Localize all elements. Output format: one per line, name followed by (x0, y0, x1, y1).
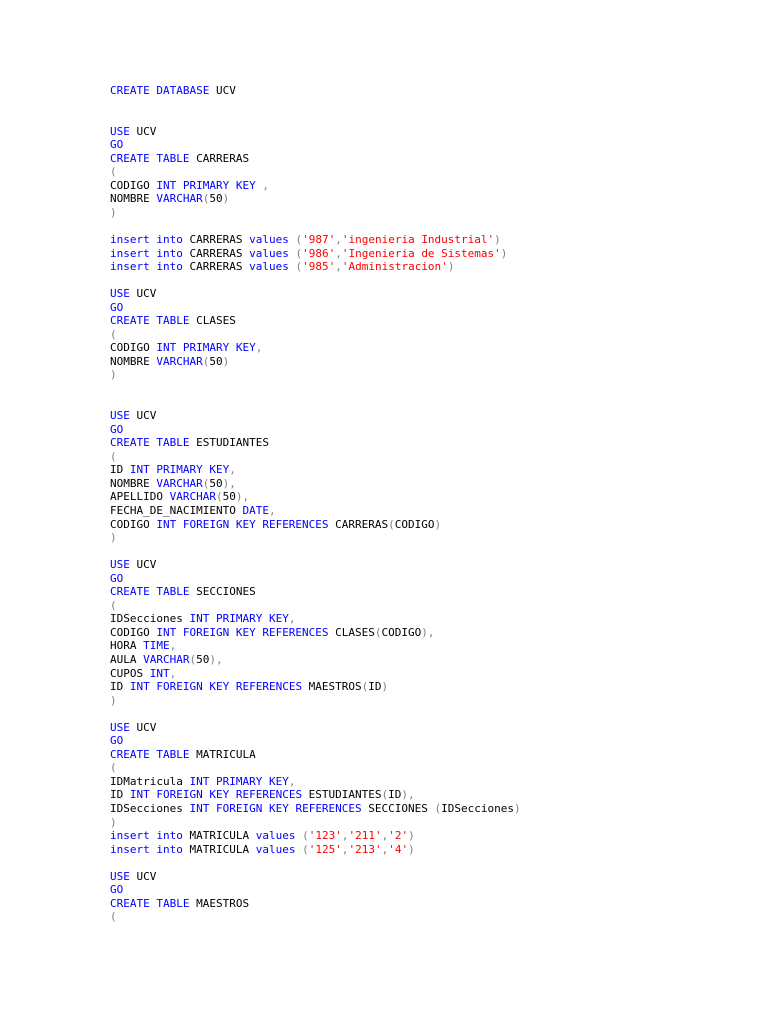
code-token: IDMatricula (110, 774, 190, 788)
code-token: ID (388, 788, 402, 802)
code-token: ), (421, 625, 435, 639)
code-line (110, 328, 750, 342)
code-token: DATE (242, 503, 269, 517)
code-line (110, 599, 750, 613)
code-token: NOMBRE (110, 192, 157, 206)
code-line (110, 816, 750, 830)
code-token: GO (110, 734, 124, 748)
code-token: ( (388, 517, 395, 531)
code-token: CODIGO (110, 625, 157, 639)
code-token: CODIGO (110, 341, 157, 355)
code-line (110, 138, 750, 152)
code-token: 'ingenieria Industrial' (341, 233, 495, 247)
code-token: INT (149, 666, 170, 680)
code-line (110, 490, 750, 504)
code-line (110, 274, 750, 288)
code-token: insert into (110, 246, 183, 260)
code-line (110, 707, 750, 721)
code-token: ), (235, 490, 250, 504)
code-token: ) (408, 829, 415, 843)
code-token: INT PRIMARY KEY (156, 341, 256, 355)
code-token: , (381, 842, 389, 856)
code-token: '2' (388, 829, 409, 843)
code-token: UCV (129, 287, 157, 301)
code-token: CARRERAS (182, 233, 250, 247)
code-token: CARRERAS (182, 260, 250, 274)
code-token: ) (222, 192, 230, 206)
code-line (110, 396, 750, 410)
code-line (110, 585, 750, 599)
code-token: ( (434, 801, 442, 815)
code-token: INT FOREIGN KEY REFERENCES (189, 801, 362, 815)
code-token: CARRERAS (189, 151, 250, 165)
code-line (110, 626, 750, 640)
code-line (110, 545, 750, 559)
code-token: ) (110, 368, 117, 382)
code-token: ) (434, 517, 442, 531)
code-line (110, 368, 750, 382)
code-token: FECHA_DE_NACIMIENTO (110, 503, 243, 517)
code-token: ( (361, 680, 369, 694)
code-line (110, 870, 750, 884)
code-line (110, 409, 750, 423)
code-token: MATRICULA (182, 842, 256, 856)
code-token: ) (110, 693, 117, 707)
code-token: INT PRIMARY KEY (129, 463, 230, 477)
code-token: 50 (209, 476, 223, 490)
code-token: ( (374, 625, 382, 639)
code-token: ) (500, 246, 508, 260)
code-line (110, 883, 750, 897)
code-token: CREATE TABLE (110, 151, 190, 165)
code-line (110, 843, 750, 857)
code-line (110, 572, 750, 586)
code-token: UCV (129, 720, 157, 734)
code-token: ESTUDIANTES (302, 788, 382, 802)
code-line (110, 179, 750, 193)
code-token: MAESTROS (302, 680, 362, 694)
code-token: , (229, 463, 236, 477)
code-token: GO (110, 571, 124, 585)
code-line (110, 558, 750, 572)
code-token: ), (209, 652, 223, 666)
code-line (110, 748, 750, 762)
code-token: ( (110, 327, 117, 341)
code-line (110, 206, 750, 220)
code-token: '125' (308, 842, 342, 856)
code-token: ) (514, 801, 521, 815)
code-token: CARRERAS (328, 517, 389, 531)
code-token: INT PRIMARY KEY (156, 178, 256, 192)
code-line (110, 653, 750, 667)
code-token: MATRICULA (189, 747, 256, 761)
code-token: ( (202, 354, 210, 368)
code-line (110, 98, 750, 112)
code-line (110, 287, 750, 301)
code-token: 50 (209, 192, 223, 206)
code-token: ( (215, 490, 223, 504)
code-token: , (335, 260, 342, 274)
code-token: ( (110, 165, 117, 179)
code-token: INT FOREIGN KEY REFERENCES (156, 625, 329, 639)
code-token: CREATE TABLE (110, 436, 190, 450)
code-token: ( (202, 192, 210, 206)
code-token: CREATE TABLE (110, 314, 190, 328)
code-line (110, 192, 750, 206)
code-token: insert into (110, 233, 183, 247)
code-token: UCV (129, 869, 157, 883)
code-token: CREATE DATABASE (110, 84, 210, 97)
code-token: VARCHAR (143, 652, 190, 666)
code-token: 'Ingenieria de Sistemas' (341, 246, 501, 260)
code-line (110, 165, 750, 179)
code-token: ) (110, 815, 117, 829)
code-token: ( (110, 761, 117, 775)
code-token: '987' (302, 233, 336, 247)
code-token: ( (381, 788, 389, 802)
code-token: '986' (302, 246, 336, 260)
code-line (110, 423, 750, 437)
code-token: SECCIONES (361, 801, 435, 815)
code-token: MATRICULA (182, 829, 256, 843)
code-token: ( (110, 910, 117, 924)
code-token: , (335, 233, 342, 247)
code-token: CARRERAS (182, 246, 250, 260)
code-token: NOMBRE (110, 354, 157, 368)
code-line (110, 477, 750, 491)
code-token: CODIGO (110, 178, 157, 192)
code-token: ) (408, 842, 415, 856)
code-token: VARCHAR (156, 354, 203, 368)
code-token: USE (110, 409, 130, 423)
code-token: CLASES (328, 625, 375, 639)
code-token: CREATE TABLE (110, 896, 190, 910)
code-line (110, 125, 750, 139)
code-line (110, 233, 750, 247)
code-line (110, 518, 750, 532)
code-token: CREATE TABLE (110, 585, 190, 599)
code-token: , (335, 246, 342, 260)
code-token: , (169, 639, 177, 653)
code-token: ( (110, 598, 117, 612)
code-token: ( (110, 449, 117, 463)
code-token: ), (222, 476, 236, 490)
code-token: NOMBRE (110, 476, 157, 490)
code-line (110, 639, 750, 653)
code-token: ( (288, 246, 303, 260)
code-token: SECCIONES (189, 585, 256, 599)
code-token: VARCHAR (156, 476, 203, 490)
code-token: '4' (388, 842, 409, 856)
code-token: VARCHAR (169, 490, 216, 504)
code-token: INT PRIMARY KEY (189, 774, 289, 788)
code-line (110, 355, 750, 369)
code-token: values (255, 829, 296, 843)
code-token: AULA (110, 652, 144, 666)
code-token: GO (110, 422, 124, 436)
code-token: UCV (129, 558, 157, 572)
code-token: ( (295, 829, 309, 843)
code-line (110, 301, 750, 315)
code-token: ) (222, 354, 230, 368)
code-token: ) (110, 205, 117, 219)
code-token: , (341, 829, 349, 843)
code-token: insert into (110, 260, 183, 274)
code-token: USE (110, 869, 130, 883)
code-token: ), (401, 788, 415, 802)
code-token: , (268, 503, 276, 517)
code-token: ( (295, 842, 309, 856)
code-token: USE (110, 720, 130, 734)
code-token: ( (189, 652, 197, 666)
code-token: INT PRIMARY KEY (189, 612, 289, 626)
code-token: ESTUDIANTES (189, 436, 269, 450)
code-line (110, 382, 750, 396)
code-line (110, 775, 750, 789)
code-token: CLASES (189, 314, 236, 328)
code-token: MAESTROS (189, 896, 250, 910)
code-token: 50 (196, 652, 210, 666)
code-token: VARCHAR (156, 192, 203, 206)
code-token: UCV (129, 124, 157, 138)
code-token: 50 (209, 354, 223, 368)
code-line (110, 450, 750, 464)
code-token: ) (110, 531, 117, 545)
code-token: ( (288, 233, 303, 247)
code-token: , (255, 178, 269, 192)
code-line (110, 721, 750, 735)
code-line (110, 219, 750, 233)
code-line (110, 612, 750, 626)
code-token: values (249, 246, 289, 260)
code-line (110, 694, 750, 708)
code-line (110, 802, 750, 816)
code-token: ID (110, 463, 130, 477)
code-token: '123' (308, 829, 342, 843)
code-token: ID (368, 680, 382, 694)
code-token: insert into (110, 842, 183, 856)
code-token: , (255, 341, 263, 355)
code-token: 50 (222, 490, 236, 504)
code-token: USE (110, 287, 130, 301)
code-token: CODIGO (394, 517, 435, 531)
code-line (110, 761, 750, 775)
code-line (110, 897, 750, 911)
code-line (110, 667, 750, 681)
code-line (110, 910, 750, 924)
code-token: UCV (129, 409, 157, 423)
code-line (110, 463, 750, 477)
code-line (110, 341, 750, 355)
code-token: HORA (110, 639, 144, 653)
code-line (110, 531, 750, 545)
code-token: , (288, 612, 296, 626)
code-token: USE (110, 124, 130, 138)
code-token: ID (110, 788, 130, 802)
code-line (110, 734, 750, 748)
code-line (110, 314, 750, 328)
code-token: UCV (209, 84, 236, 97)
code-token: '211' (348, 829, 382, 843)
code-token: insert into (110, 829, 183, 843)
code-line (110, 788, 750, 802)
code-token: CREATE TABLE (110, 747, 190, 761)
code-token: '985' (302, 260, 336, 274)
code-token: USE (110, 558, 130, 572)
code-token: IDSecciones (110, 801, 190, 815)
code-token: IDSecciones (110, 612, 190, 626)
code-token: INT FOREIGN KEY REFERENCES (129, 788, 303, 802)
code-line (110, 111, 750, 125)
code-token: ID (110, 680, 130, 694)
code-token: ( (288, 260, 303, 274)
code-token: '213' (348, 842, 382, 856)
code-token: values (249, 260, 289, 274)
code-line (110, 260, 750, 274)
sql-code-block (110, 84, 750, 924)
code-token: , (381, 829, 389, 843)
code-line (110, 247, 750, 261)
code-token: ( (202, 476, 210, 490)
code-line (110, 436, 750, 450)
code-token: , (288, 774, 296, 788)
code-token: GO (110, 883, 124, 897)
code-token: 'Administracion' (341, 260, 448, 274)
code-token: , (341, 842, 349, 856)
code-token: CODIGO (110, 517, 157, 531)
code-token: values (249, 233, 289, 247)
code-token: CUPOS (110, 666, 150, 680)
code-token: CODIGO (381, 625, 422, 639)
code-token: ) (447, 260, 455, 274)
code-token: IDSecciones (441, 801, 515, 815)
code-line (110, 84, 750, 98)
code-line (110, 829, 750, 843)
code-token: GO (110, 300, 124, 314)
code-token: APELLIDO (110, 490, 170, 504)
code-token: TIME (143, 639, 170, 653)
code-token: INT FOREIGN KEY REFERENCES (129, 680, 303, 694)
code-token: values (255, 842, 296, 856)
code-line (110, 504, 750, 518)
code-line (110, 856, 750, 870)
code-line (110, 680, 750, 694)
code-token: , (169, 666, 177, 680)
code-token: GO (110, 138, 124, 152)
code-token: INT FOREIGN KEY REFERENCES (156, 517, 329, 531)
code-token: ) (381, 680, 389, 694)
code-token: ) (494, 233, 501, 247)
code-line (110, 152, 750, 166)
